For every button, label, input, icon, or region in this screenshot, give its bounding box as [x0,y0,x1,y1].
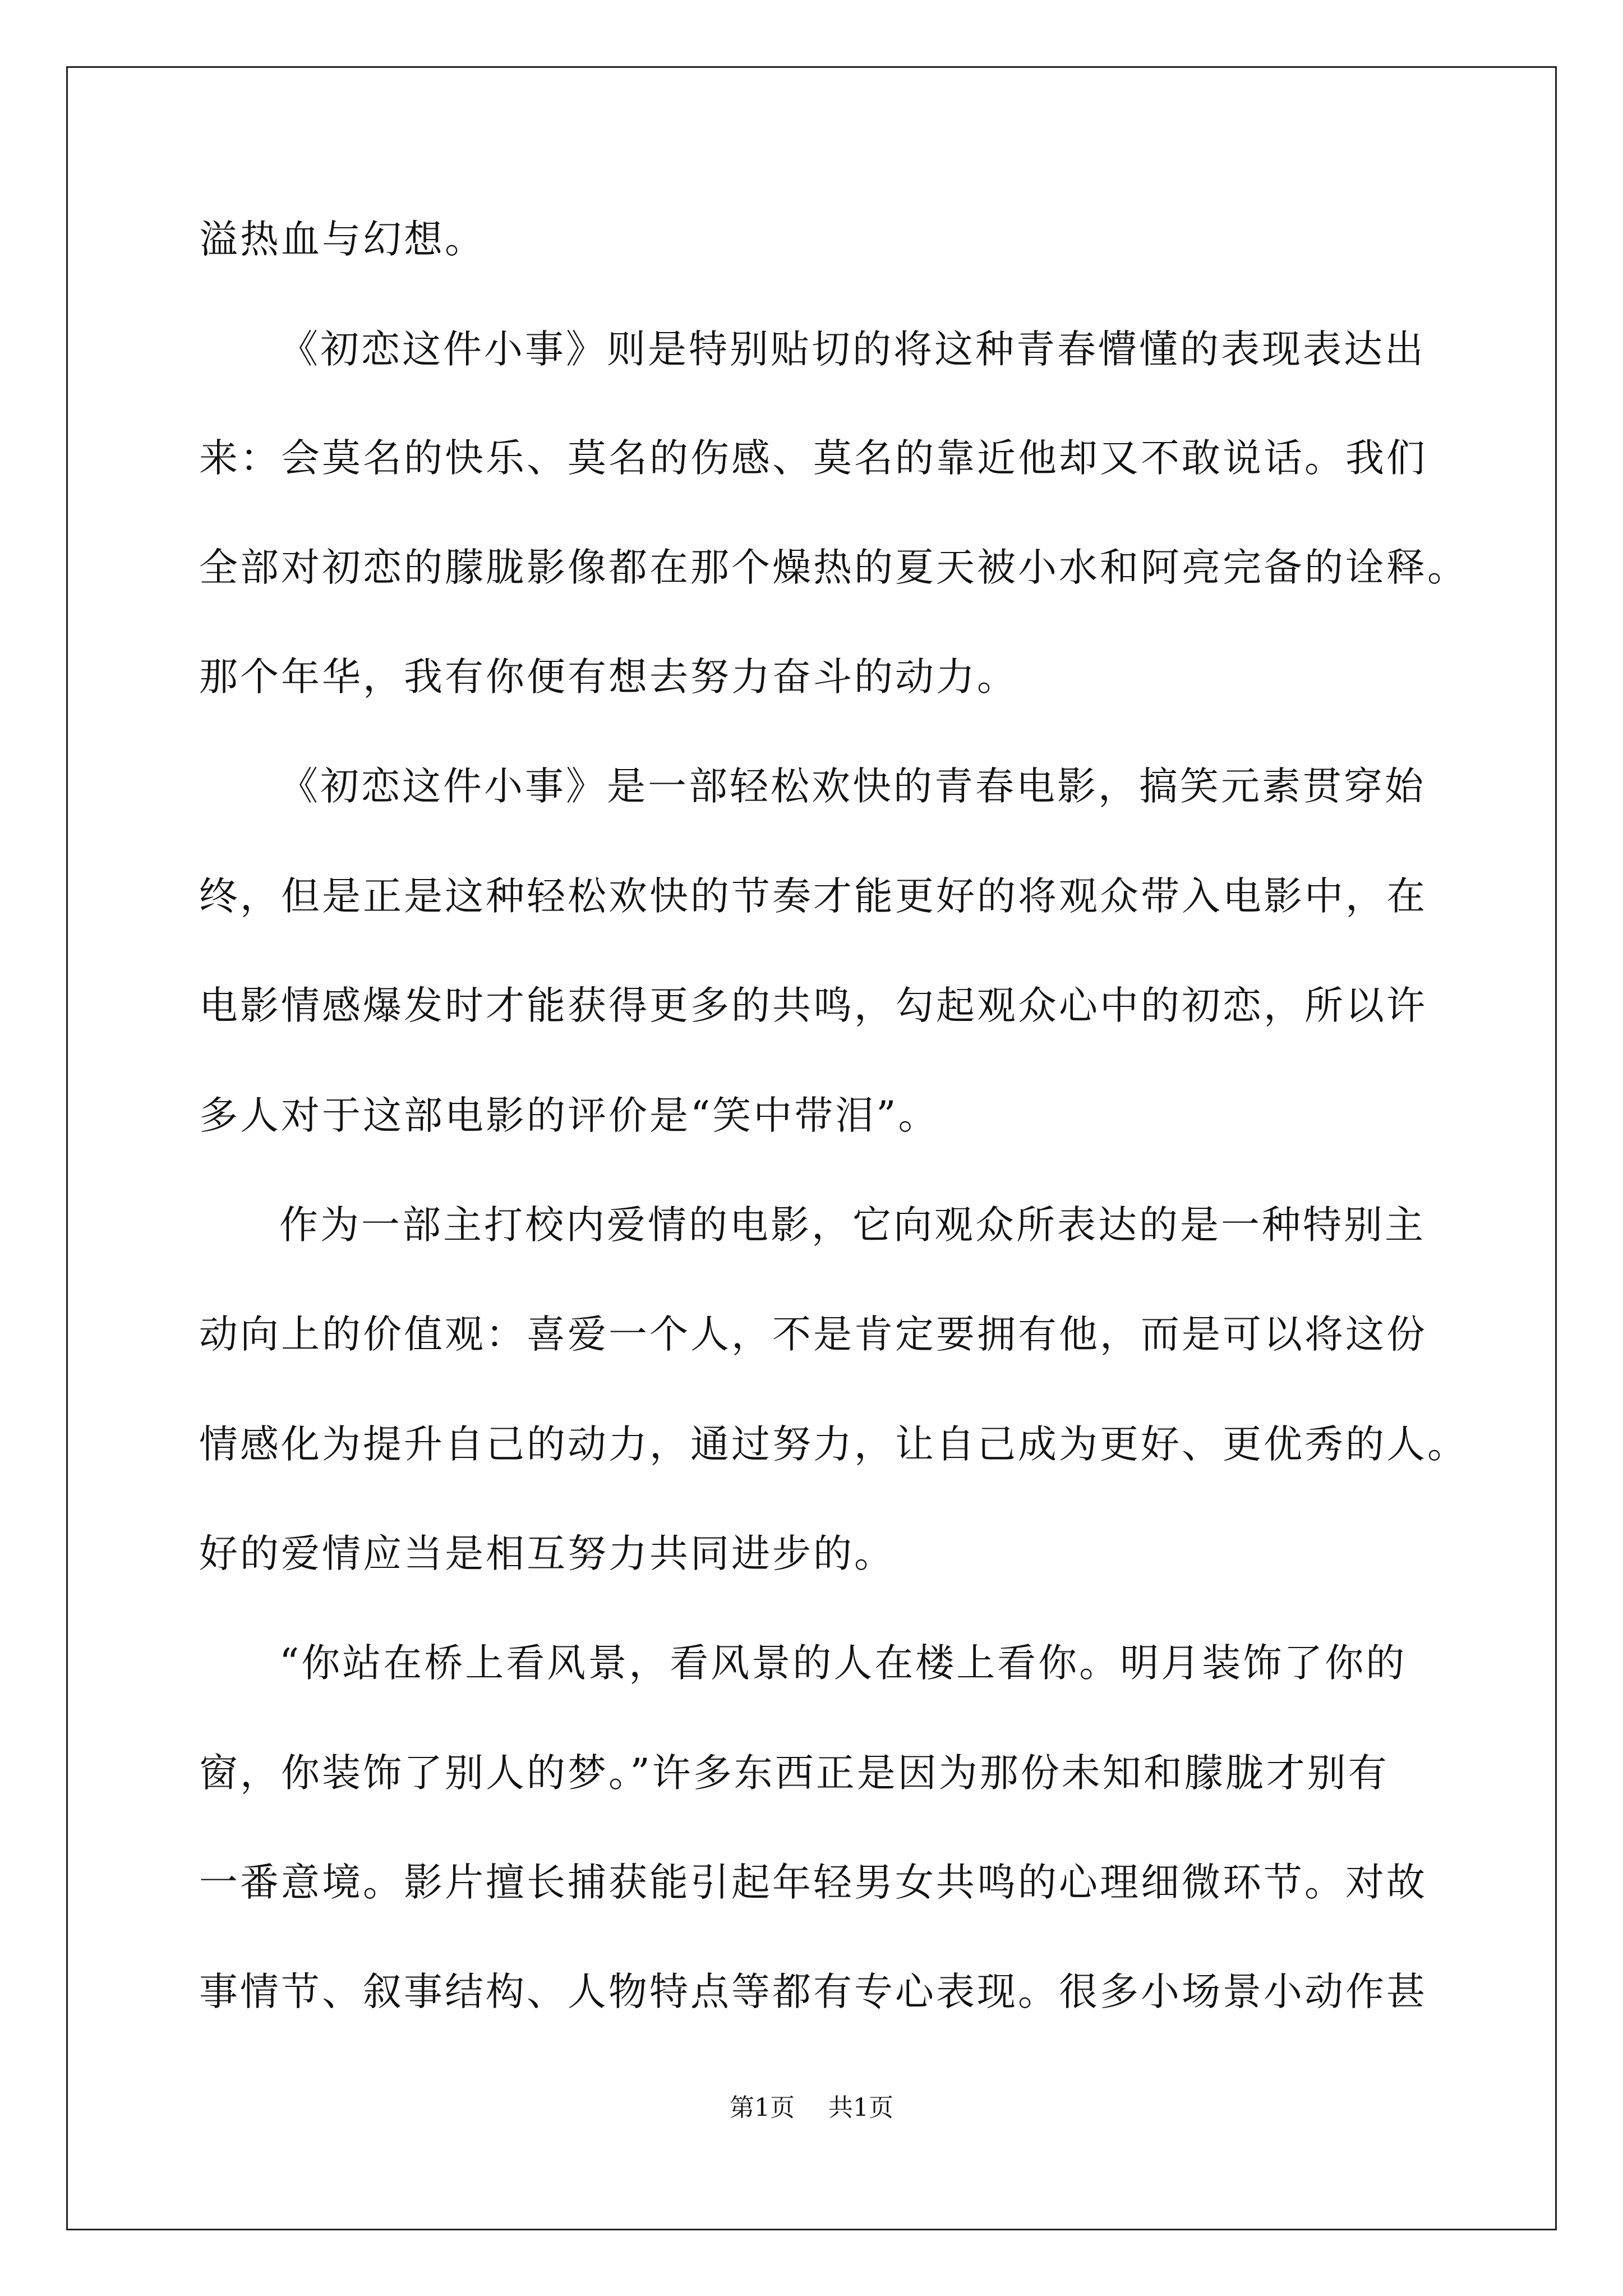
text-line: 来：会莫名的快乐、莫名的伤感、莫名的靠近他却又不敢说话。我们 [199,436,1427,481]
page-number: 第1页 [730,2093,795,2122]
text-line: “你站在桥上看风景，看风景的人在楼上看你。明月装饰了你的 [279,1641,1407,1686]
text-line: 那个年华，我有你便有想去努力奋斗的动力。 [199,655,1018,700]
text-line: 作为一部主打校内爱情的电影，它向观众所表达的是一种特别主 [279,1203,1426,1248]
text-line: 情感化为提升自己的动力，通过努力，让自己成为更好、更优秀的人。 [199,1422,1468,1467]
text-line: 《初恋这件小事》则是特别贴切的将这种青春懵懂的表现表达出 [279,327,1426,372]
text-line: 动向上的价值观：喜爱一个人，不是肯定要拥有他，而是可以将这份 [199,1312,1427,1357]
text-line: 一番意境。影片擅长捕获能引起年轻男女共鸣的心理细微环节。对故 [199,1860,1427,1905]
text-line: 《初恋这件小事》是一部轻松欢快的青春电影，搞笑元素贯穿始 [279,764,1426,809]
text-line: 溢热血与幻想。 [199,217,486,262]
text-line: 电影情感爆发时才能获得更多的共鸣，勾起观众心中的初恋，所以许 [199,983,1427,1028]
text-line: 终，但是正是这种轻松欢快的节奏才能更好的将观众带入电影中，在 [199,874,1427,919]
page-total: 共1页 [828,2093,893,2122]
text-line: 全部对初恋的朦胧影像都在那个燥热的夏天被小水和阿亮完备的诠释。 [199,545,1468,590]
text-line: 多人对于这部电影的评价是“笑中带泪”。 [199,1093,939,1138]
page-footer [0,2092,1623,2124]
text-line: 窗，你装饰了别人的梦。”许多东西正是因为那份未知和朦胧才别有 [199,1751,1389,1796]
text-line: 事情节、叙事结构、人物特点等都有专心表现。很多小场景小动作甚 [199,1970,1427,2014]
text-line: 好的爱情应当是相互努力共同进步的。 [199,1531,895,1576]
